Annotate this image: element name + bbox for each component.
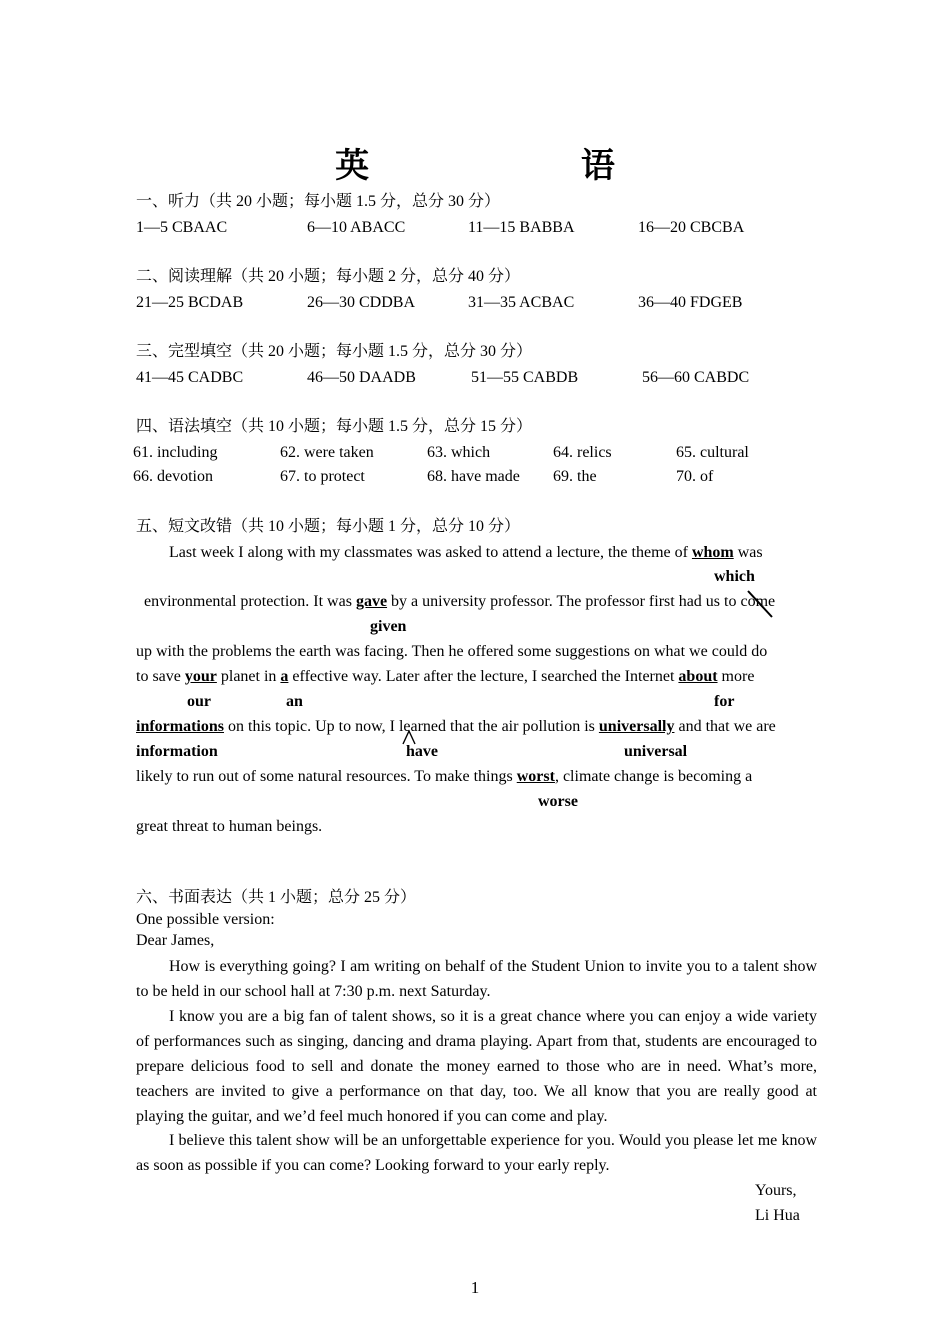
passage-text: , climate change is becoming a (554, 768, 753, 785)
answer-group: 1—5 CBAAC (136, 219, 228, 236)
correction-word: for (714, 693, 735, 710)
answer-group: 46—50 DAADB (307, 369, 416, 386)
error-word: about (678, 668, 718, 685)
answer-group: 21—25 BCDAB (136, 294, 244, 311)
passage-text: more (717, 668, 755, 685)
correction-word: have (406, 743, 438, 760)
answer-group: 16—20 CBCBA (638, 219, 745, 236)
grammar-answer: 70. of (676, 468, 714, 485)
answer-group: 31—35 ACBAC (468, 294, 575, 311)
answer-group: 26—30 CDDBA (307, 294, 416, 311)
letter-paragraph: How is everything going? I am writing on behalf of the Student Union to invite you to a talent show to be held in our school hall at 7:30 p.m. next Saturday. (136, 958, 817, 1000)
passage-text: planet in (216, 668, 281, 685)
error-word: worst (516, 768, 555, 785)
error-word: whom (691, 544, 734, 561)
answer-group: 6—10 ABACC (307, 219, 406, 236)
passage-line: great threat to human beings. (136, 818, 323, 835)
sample-intro: One possible version: (136, 911, 275, 928)
correction-word: our (187, 693, 211, 710)
passage-line: up with the problems the earth was facing. Then he offered some suggestions on what we could do (136, 643, 768, 660)
passage-line (144, 592, 775, 612)
letter-greeting: Dear James, (136, 932, 215, 949)
passage-text: to save (136, 668, 185, 685)
grammar-answer: 67. to protect (280, 468, 365, 485)
grammar-answer: 63. which (427, 444, 491, 461)
letter-signature: Li Hua (755, 1207, 800, 1224)
grammar-answer: 62. were taken (280, 444, 374, 461)
grammar-answer: 61. including (133, 444, 218, 461)
section-heading-cloze: 三、完型填空（共 20 小题；每小题 1.5 分，总分 30 分） (136, 343, 533, 360)
answer-group: 11—15 BABBA (468, 219, 575, 236)
error-word: your (184, 668, 217, 685)
strike-mark-icon (746, 589, 774, 619)
letter-closing: Yours, (755, 1182, 797, 1199)
section-heading-grammar: 四、语法填空（共 10 小题；每小题 1.5 分，总分 15 分） (136, 418, 533, 435)
passage-text: likely to run out of some natural resources. To make things (136, 768, 517, 785)
letter-paragraph: I know you are a big fan of talent shows, so it is a great chance where you can enjoy a wide variety of performances such as singing, dancing and drama playing. Apart from that, students are encouraged to prepare delicious food to sell and donate the money earned to those who are in need. What’s more, teachers are invited to give a performance on that day, too. We all know that you are really good at playing the guitar, and we’d feel much honored if you can come and play. (136, 1008, 817, 1125)
section-heading-error-correction: 五、短文改错（共 10 小题；每小题 1 分，总分 10 分） (136, 518, 521, 535)
passage-text: on this topic. Up to now, I learned that the air pollution is (224, 718, 599, 735)
passage-text: come (736, 593, 776, 610)
grammar-answer: 69. the (553, 468, 597, 485)
grammar-answer: 65. cultural (676, 444, 749, 461)
answer-group: 56—60 CABDC (642, 369, 750, 386)
passage-text: effective way. Later after the lecture, I searched the Internet (288, 668, 679, 685)
grammar-answer: 68. have made (427, 468, 520, 485)
error-word: universally (598, 718, 675, 735)
section-heading-listening: 一、听力（共 20 小题；每小题 1.5 分，总分 30 分） (136, 193, 501, 210)
grammar-answer: 66. devotion (133, 468, 213, 485)
page-number: 1 (470, 1278, 480, 1297)
passage-line (136, 767, 752, 787)
passage-text: environmental protection. It was (144, 593, 356, 610)
grammar-answer: 64. relics (553, 444, 612, 461)
answer-group: 51—55 CABDB (471, 369, 579, 386)
answer-group: 36—40 FDGEB (638, 294, 743, 311)
passage-text: and that we are (674, 718, 776, 735)
passage-line (136, 717, 776, 737)
passage-line (136, 667, 754, 687)
correction-word: worse (538, 793, 578, 810)
letter-paragraph: I believe this talent show will be an unforgettable experience for you. Would you please let me know as soon as possible if you can come? Looking forward to your early reply. (136, 1132, 817, 1174)
correction-word: which (714, 568, 755, 585)
passage-text: by a university professor. The professor first had us (387, 593, 725, 610)
correction-word: given (370, 618, 407, 635)
section-heading-reading: 二、阅读理解（共 20 小题；每小题 2 分，总分 40 分） (136, 268, 521, 285)
answer-group: 41—45 CADBC (136, 369, 244, 386)
passage-text: Last week I along with my classmates was asked to attend a lecture, the theme of (169, 544, 692, 561)
error-word: gave (355, 593, 388, 610)
section-heading-writing: 六、书面表达（共 1 小题；总分 25 分） (136, 889, 417, 906)
page-title: 英 语 (335, 146, 715, 186)
passage-text: was (733, 544, 763, 561)
passage-line (169, 543, 763, 563)
correction-word: information (136, 743, 218, 760)
struck-word: to (724, 593, 737, 610)
error-word: informations (136, 718, 224, 735)
error-word: a (280, 668, 289, 685)
correction-word: an (286, 693, 303, 710)
correction-word: universal (624, 743, 688, 760)
